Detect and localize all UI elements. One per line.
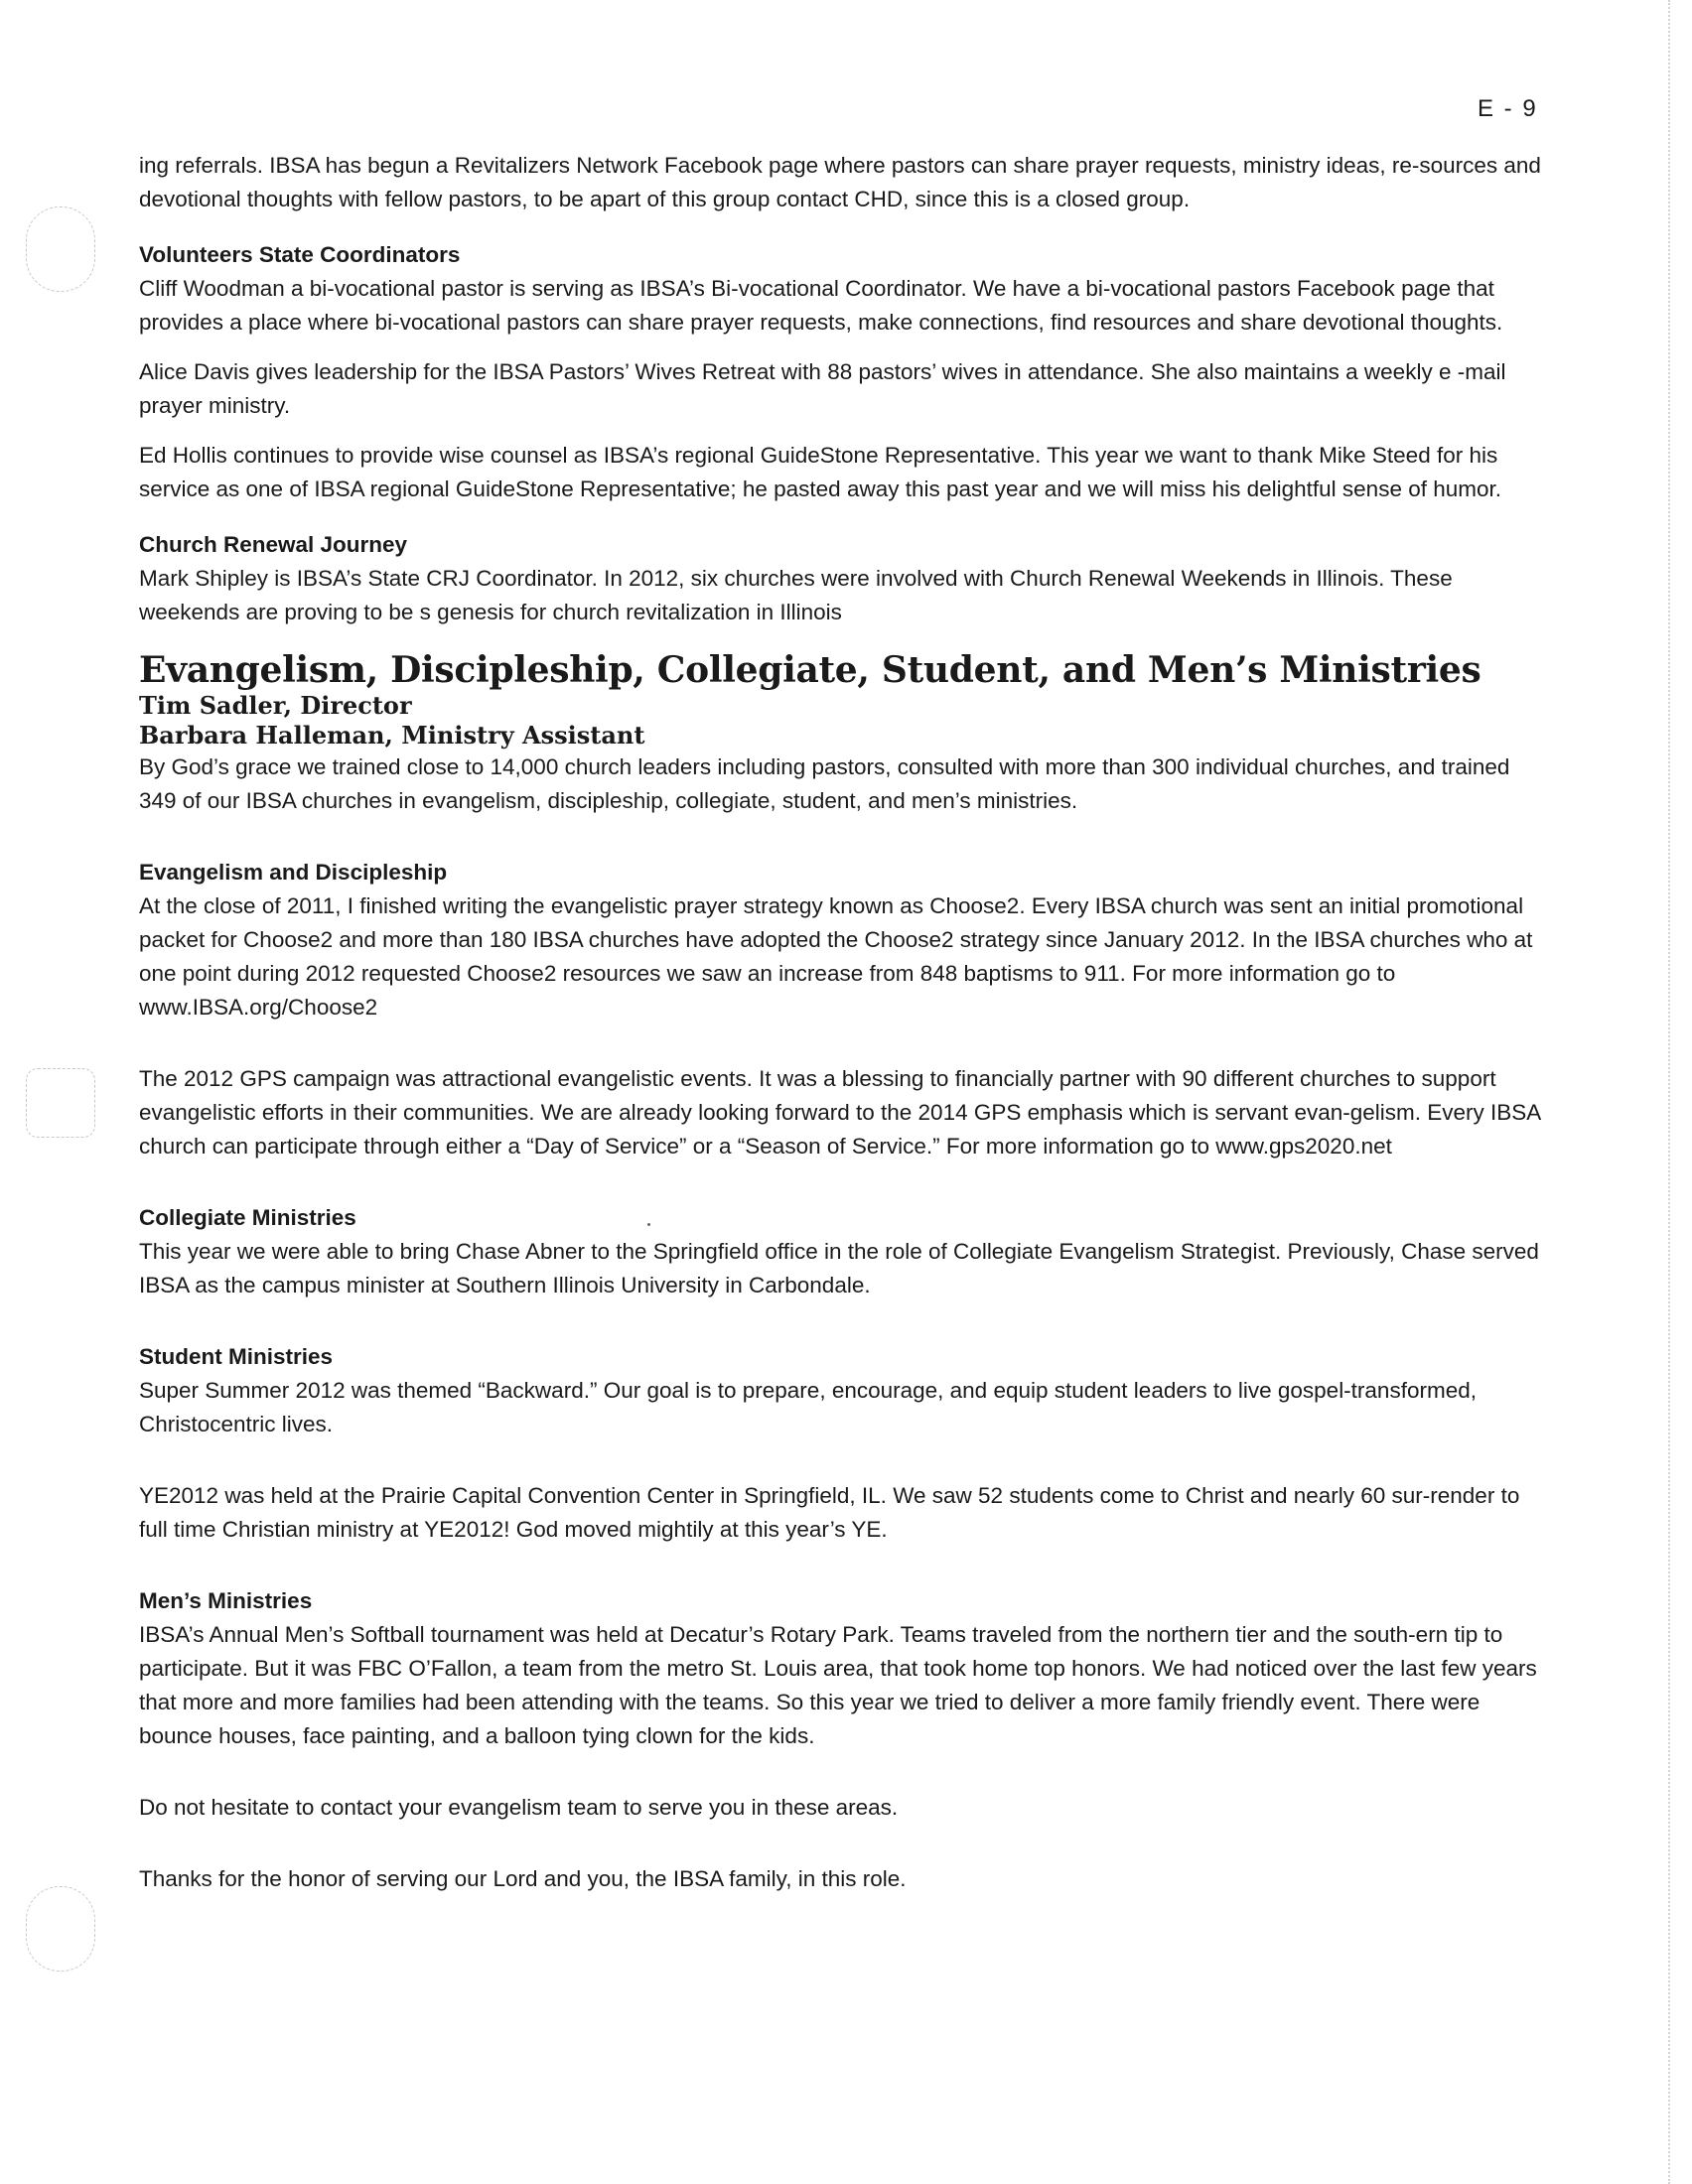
- collegiate-heading: Collegiate Ministries: [139, 1205, 356, 1230]
- renewal-paragraph: Mark Shipley is IBSA’s State CRJ Coordinator. In 2012, six churches were involved with Church Renewal Weekends in Illinois. These weekends are proving to be s genesis for church revitalization in Illinois: [139, 566, 1453, 624]
- evangelism-paragraph-1: At the close of 2011, I finished writing the evangelistic prayer strategy known as Choose2. Every IBSA church was sent an initial promotional packet for Choose2 and more than 180 IBSA churches have adopted the Choose2 strategy since January 2012. In the IBSA churches who at one point during 2012 requested Choose2 resources we saw an increase from 848 baptisms to 911. For more information go to www.IBSA.org/Choose2: [139, 893, 1533, 1020]
- mens-paragraph: IBSA’s Annual Men’s Softball tournament was held at Decatur’s Rotary Park. Teams traveled from the northern tier and the south-ern tip to participate. But it was FBC O’Fallon, a team from the metro St. Louis area, that took home top honors. We had noticed over the last few years that more and more families had been attending with the teams. So this year we tried to deliver a more family friendly event. There were bounce houses, face painting, and a balloon tying clown for the kids.: [139, 1622, 1537, 1748]
- section-title: Evangelism, Discipleship, Collegiate, Student, and Men’s Ministries: [139, 649, 1481, 691]
- closing-paragraph-2: Thanks for the honor of serving our Lord and you, the IBSA family, in this role.: [139, 1866, 907, 1891]
- evangelism-paragraph-2: The 2012 GPS campaign was attractional evangelistic events. It was a blessing to financially partner with 90 different churches to support evangelistic efforts in their communities. We are already looking forward to the 2014 GPS emphasis which is servant evan-gelism. Every IBSA church can participate through either a “Day of Service” or a “Season of Service.” For more information go to www.gps2020.net: [139, 1066, 1541, 1159]
- section-director: Tim Sadler, Director: [139, 691, 412, 720]
- intro-paragraph: ing referrals. IBSA has begun a Revitalizers Network Facebook page where pastors can share prayer requests, ministry ideas, re-sources and devotional thoughts with fellow pastors, to be apart of this group contact CHD, since this is a closed group.: [139, 153, 1541, 211]
- volunteers-heading: Volunteers State Coordinators: [139, 242, 461, 267]
- evangelism-heading: Evangelism and Discipleship: [139, 860, 448, 885]
- punch-hole-middle: [26, 1068, 95, 1138]
- scan-edge: [1668, 0, 1674, 2184]
- closing-paragraph-1: Do not hesitate to contact your evangelism team to serve you in these areas.: [139, 1795, 899, 1820]
- section-assistant: Barbara Halleman, Ministry Assistant: [139, 721, 645, 750]
- mens-heading: Men’s Ministries: [139, 1588, 313, 1613]
- student-paragraph-1: Super Summer 2012 was themed “Backward.” Our goal is to prepare, encourage, and equip student leaders to live gospel-transformed, Christocentric lives.: [139, 1378, 1477, 1436]
- page-number: E - 9: [1478, 95, 1538, 122]
- student-paragraph-2: YE2012 was held at the Prairie Capital Convention Center in Springfield, IL. We saw 52 students come to Christ and nearly 60 sur-render to full time Christian ministry at YE2012! God moved mightily at this year’s YE.: [139, 1483, 1520, 1542]
- collegiate-paragraph: This year we were able to bring Chase Abner to the Springfield office in the role of Collegiate Evangelism Strategist. Previously, Chase served IBSA as the campus minister at Southern Illinois University in Carbondale.: [139, 1239, 1539, 1297]
- volunteers-paragraph-1: Cliff Woodman a bi-vocational pastor is serving as IBSA’s Bi-vocational Coordinator. We have a bi-vocational pastors Facebook page that provides a place where bi-vocational pastors can share prayer requests, make connections, find resources and share devotional thoughts.: [139, 276, 1503, 335]
- volunteers-paragraph-3: Ed Hollis continues to provide wise counsel as IBSA’s regional GuideStone Representative. This year we want to thank Mike Steed for his service as one of IBSA regional GuideStone Representative; he pasted away this past year and we will miss his delightful sense of humor.: [139, 443, 1502, 501]
- student-heading: Student Ministries: [139, 1344, 334, 1369]
- section-intro: By God’s grace we trained close to 14,000 church leaders including pastors, consulted with more than 300 individual churches, and trained 349 of our IBSA churches in evangelism, discipleship, collegiate, student, and men’s ministries.: [139, 754, 1510, 813]
- punch-hole-top: [26, 206, 95, 292]
- volunteers-paragraph-2: Alice Davis gives leadership for the IBSA Pastors’ Wives Retreat with 88 pastors’ wives in attendance. She also maintains a weekly e -mail prayer ministry.: [139, 359, 1506, 418]
- document-body: [139, 149, 1549, 1896]
- punch-hole-bottom: [26, 1886, 95, 1972]
- renewal-heading: Church Renewal Journey: [139, 532, 408, 557]
